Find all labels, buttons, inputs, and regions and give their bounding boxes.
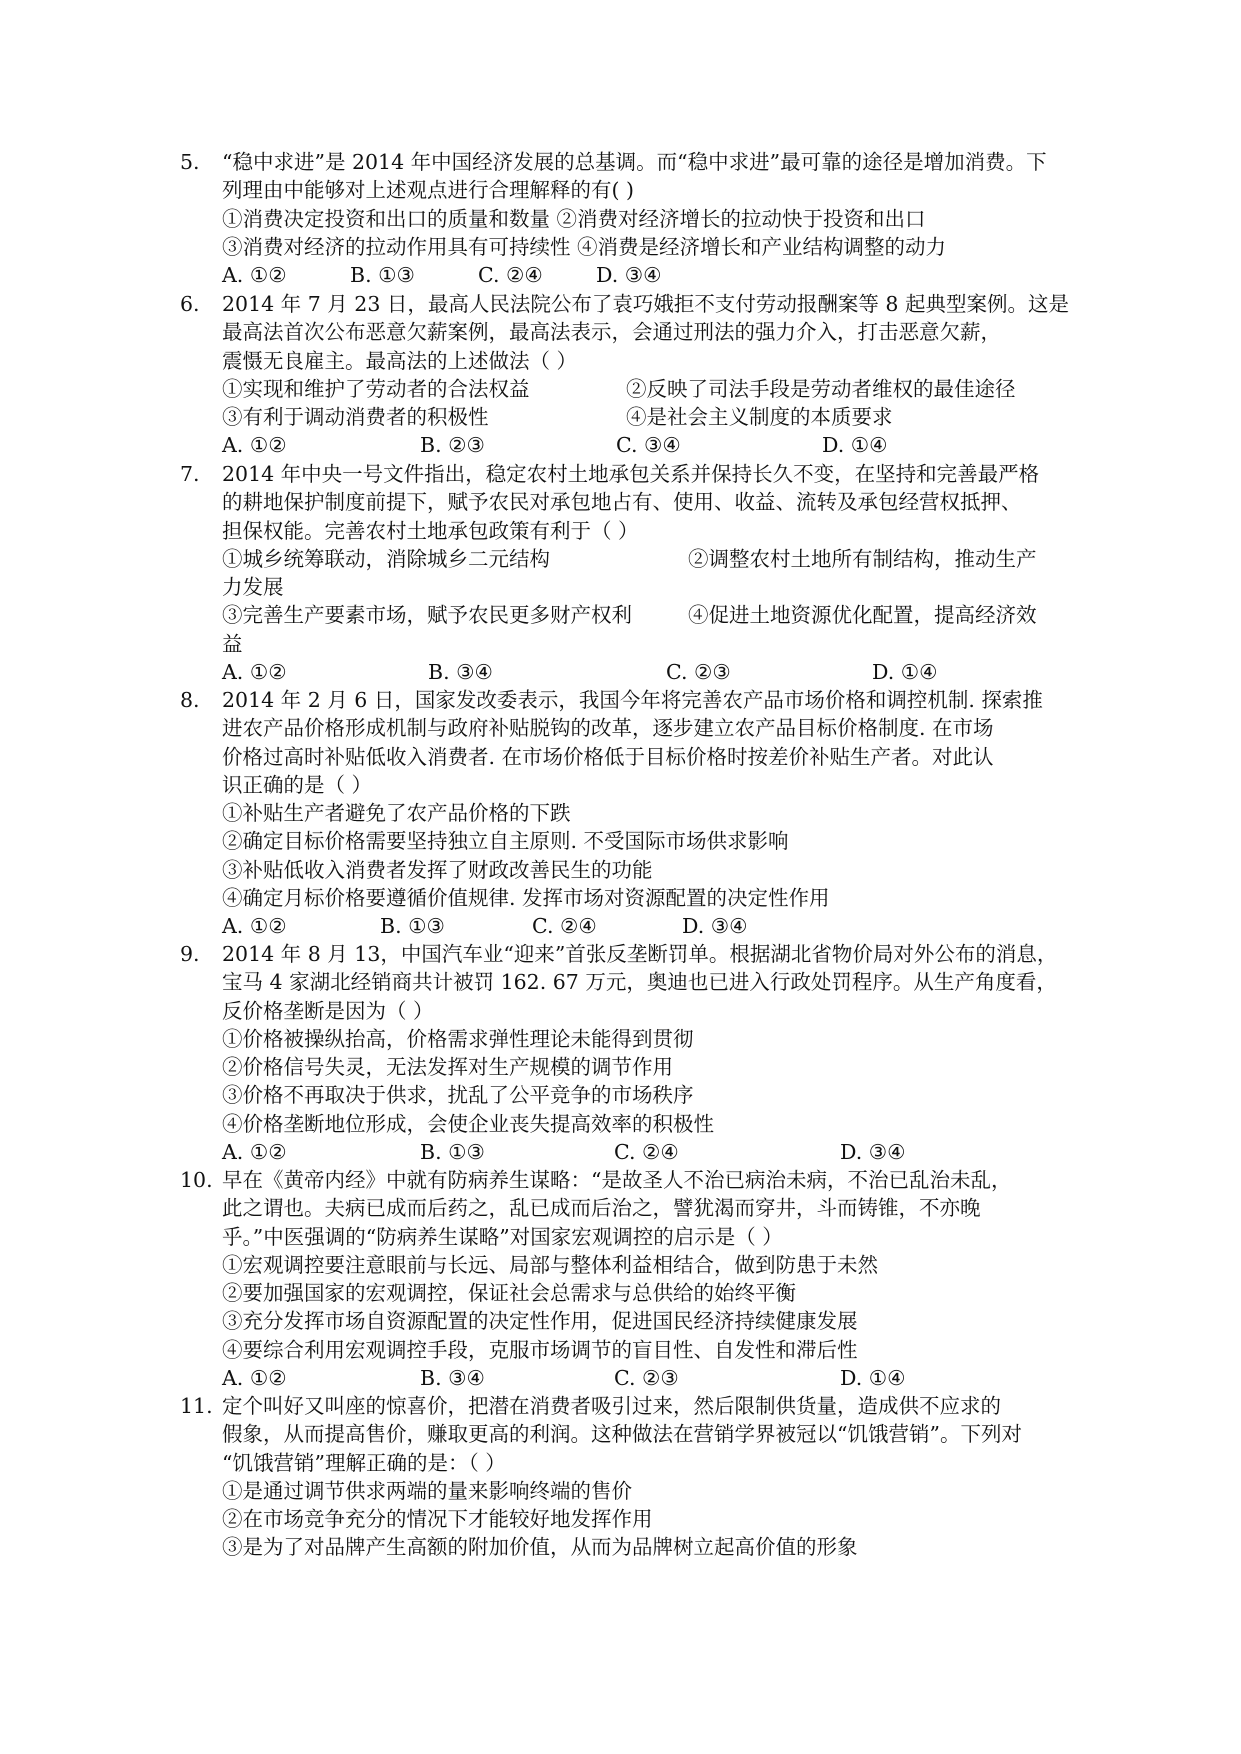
statement-line: ②要加强国家的宏观调控，保证社会总需求与总供给的始终平衡 [222,1281,796,1306]
choice-c[interactable]: C. ②④ [614,1140,679,1165]
statement-line: ③是为了对品牌产生高额的附加价值，从而为品牌树立起高价值的形象 [222,1535,858,1560]
choice-a[interactable]: A. ①② [222,433,287,458]
choice-d[interactable]: D. ①④ [872,660,938,685]
question-number: 10. [180,1168,213,1192]
choice-b[interactable]: B. ①③ [420,1140,485,1165]
question-10 [180,1166,1060,1392]
choice-a[interactable]: A. ①② [222,263,287,288]
statement-continuation: 力发展 [222,575,284,600]
answer-choices [222,658,1060,686]
question-11 [180,1392,1060,1562]
question-number: 6. [180,292,200,316]
question-stem-line: 2014 年 2 月 6 日，国家发改委表示，我国今年将完善农产品市场价格和调控机制. 探索推 [222,688,1043,712]
choice-a[interactable]: A. ①② [222,914,287,939]
choice-d[interactable]: D. ③④ [840,1140,906,1165]
choice-a[interactable]: A. ①② [222,1140,287,1165]
statement-2: ②反映了司法手段是劳动者维权的最佳途径 [626,376,1016,401]
statement-line: ①消费决定投资和出口的质量和数量 ②消费对经济增长的拉动快于投资和出口 [222,206,926,231]
choice-c[interactable]: C. ②③ [666,660,731,685]
question-stem-line: 2014 年中央一号文件指出，稳定农村土地承包关系并保持长久不变，在坚持和完善最严格 [222,462,1040,486]
statement-line: ①宏观调控要注意眼前与长远、局部与整体利益相结合，做到防患于未然 [222,1252,878,1277]
question-stem-line: 早在《黄帝内经》中就有防病养生谋略：“是故圣人不治已病治未病，不治已乱治未乱， [222,1168,1012,1192]
statement-1: ①城乡统筹联动，消除城乡二元结构 [222,546,550,571]
answer-choices [222,912,1060,940]
statement-row [222,545,1060,573]
statement-2: ②调整农村土地所有制结构，推动生产 [688,546,1037,571]
answer-choices [222,1364,1060,1392]
question-8 [180,686,1060,941]
statement-line: ③充分发挥市场自资源配置的决定性作用，促进国民经济持续健康发展 [222,1309,858,1334]
statement-continuation: 益 [222,631,243,656]
statement-line: ④确定月标价格要遵循价值规律. 发挥市场对资源配置的决定性作用 [222,886,830,911]
question-stem-line: 列理由中能够对上述观点进行合理解释的有( ) [222,178,635,203]
statement-line: ①是通过调节供求两端的量来影响终端的售价 [222,1478,632,1503]
statement-1: ①实现和维护了劳动者的合法权益 [222,376,530,401]
choice-c[interactable]: C. ③④ [616,433,681,458]
choice-b[interactable]: B. ①③ [350,263,415,288]
question-stem-line: 的耕地保护制度前提下，赋予农民对承包地占有、使用、收益、流转及承包经营权抵押、 [222,490,1022,515]
choice-d[interactable]: D. ①④ [822,433,888,458]
statement-line: ②价格信号失灵，无法发挥对生产规模的调节作用 [222,1055,673,1080]
question-number: 7. [180,462,200,486]
answer-choices [222,1138,1060,1166]
question-5 [180,148,1060,289]
question-stem-line: “饥饿营销”理解正确的是：（ ） [222,1450,506,1475]
statement-line: ④价格垄断地位形成，会使企业丧失提高效率的积极性 [222,1111,714,1136]
question-stem-line: 定个叫好又叫座的惊喜价，把潜在消费者吸引过来，然后限制供货量，造成供不应求的 [222,1394,1001,1418]
choice-d[interactable]: D. ①④ [840,1366,906,1391]
question-stem-line: “稳中求进”是 2014 年中国经济发展的总基调。而“稳中求进”最可靠的途径是增加消费。下 [222,150,1047,174]
question-number: 5. [180,150,200,174]
question-number: 9. [180,942,200,966]
choice-c[interactable]: C. ②④ [478,263,543,288]
question-stem-line: 价格过高时补贴低收入消费者. 在市场价格低于目标价格时按差价补贴生产者。对此认 [222,744,994,769]
question-stem-line: 此之谓也。夫病已成而后药之，乱已成而后治之，譬犹渴而穿井，斗而铸锥，不亦晚 [222,1196,981,1221]
question-stem-line: 假象，从而提高售价，赚取更高的利润。这种做法在营销学界被冠以“饥饿营销”。下列对 [222,1422,1022,1447]
question-stem-line: 宝马 4 家湖北经销商共计被罚 162. 67 万元，奥迪也已进入行政处罚程序。从生产角度看， [222,970,1057,995]
statement-line: ③价格不再取决于供求，扰乱了公平竞争的市场秩序 [222,1083,694,1108]
question-stem-line: 2014 年 7 月 23 日，最高人民法院公布了袁巧娥拒不支付劳动报酬案等 8 起典型案例。这是 [222,292,1069,316]
question-6 [180,290,1069,460]
choice-d[interactable]: D. ③④ [682,914,748,939]
question-stem-line: 担保权能。完善农村土地承包政策有利于（ ） [222,518,639,543]
question-stem-line: 最高法首次公布恶意欠薪案例，最高法表示，会通过刑法的强力介入，打击恶意欠薪， [222,320,1001,345]
statement-line: ④要综合利用宏观调控手段，克服市场调节的盲目性、自发性和滞后性 [222,1337,858,1362]
statement-4: ④促进土地资源优化配置，提高经济效 [688,603,1037,628]
choice-a[interactable]: A. ①② [222,1366,287,1391]
choice-b[interactable]: B. ①③ [380,914,445,939]
choice-c[interactable]: C. ②④ [532,914,597,939]
choice-d[interactable]: D. ③④ [596,263,662,288]
question-9 [180,940,1060,1166]
question-stem-line: 反价格垄断是因为（ ） [222,998,434,1023]
statement-3: ③完善生产要素市场，赋予农民更多财产权利 [222,603,632,628]
question-stem-line: 震慑无良雇主。最高法的上述做法（ ） [222,348,578,373]
answer-choices [222,431,1060,459]
statement-line: ②确定目标价格需要坚持独立自主原则. 不受国际市场供求影响 [222,829,789,854]
question-stem-line: 识正确的是（ ） [222,772,373,797]
statement-line: ②在市场竞争充分的情况下才能较好地发挥作用 [222,1507,653,1532]
answer-choices [222,261,1060,289]
statement-line: ③补贴低收入消费者发挥了财政改善民生的功能 [222,857,653,882]
statement-row [222,403,1060,431]
statement-row [222,375,1060,403]
choice-c[interactable]: C. ②③ [614,1366,679,1391]
statement-line: ①补贴生产者避免了农产品价格的下跌 [222,801,571,826]
question-7 [180,460,1060,686]
choice-b[interactable]: B. ③④ [428,660,493,685]
statement-line: ①价格被操纵抬高，价格需求弹性理论未能得到贯彻 [222,1026,694,1051]
choice-a[interactable]: A. ①② [222,660,287,685]
statement-3: ③有利于调动消费者的积极性 [222,405,489,430]
question-stem-line: 进农产品价格形成机制与政府补贴脱钩的改革，逐步建立农产品目标价格制度. 在市场 [222,716,994,741]
question-number: 11. [180,1394,213,1418]
statement-row [222,601,1060,629]
choice-b[interactable]: B. ③④ [420,1366,485,1391]
question-number: 8. [180,688,200,712]
statement-line: ③消费对经济的拉动作用具有可持续性 ④消费是经济增长和产业结构调整的动力 [222,234,947,259]
question-stem-line: 2014 年 8 月 13，中国汽车业“迎来”首张反垄断罚单。根据湖北省物价局对外公布的消息， [222,942,1058,966]
question-stem-line: 乎。”中医强调的“防病养生谋略”对国家宏观调控的启示是（ ） [222,1224,783,1249]
statement-4: ④是社会主义制度的本质要求 [626,405,893,430]
choice-b[interactable]: B. ②③ [420,433,485,458]
